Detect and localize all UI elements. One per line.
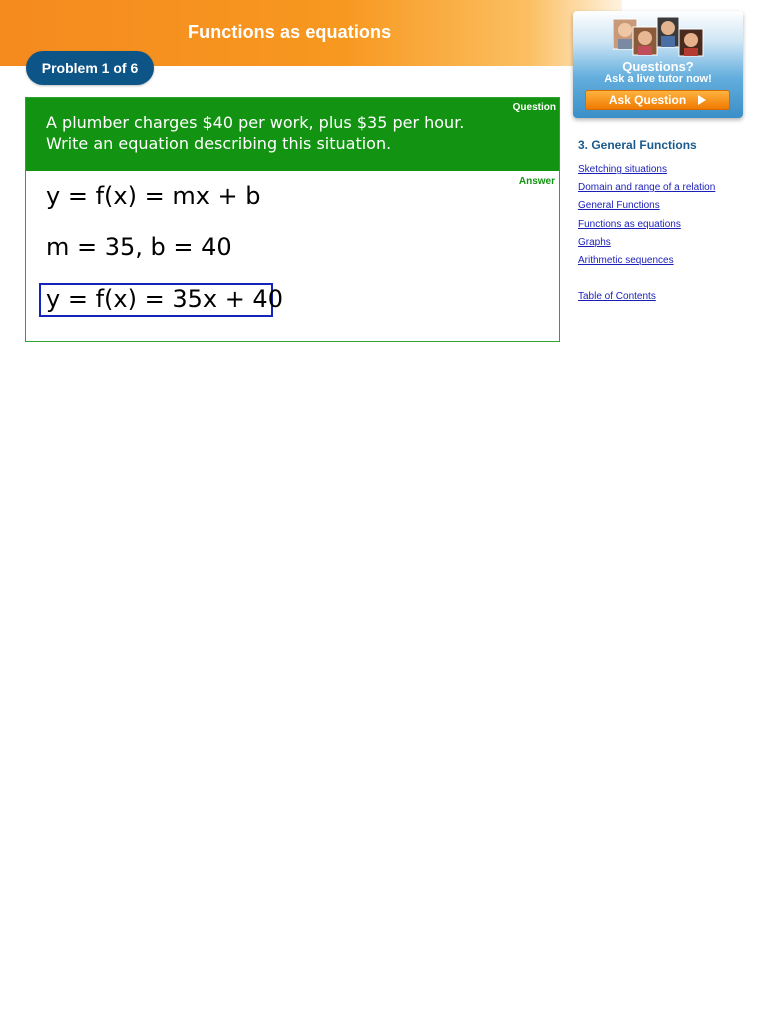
question-line: Write an equation describing this situation. — [46, 134, 392, 153]
answer-tag: Answer — [518, 176, 555, 187]
sidebar-link-list — [578, 163, 715, 272]
ask-question-button[interactable] — [585, 90, 730, 110]
ask-tutor-promo[interactable] — [573, 11, 743, 118]
question-tag: Question — [512, 102, 556, 113]
answer-line-parameters: m = 35, b = 40 — [46, 233, 232, 261]
question-line: A plumber charges $40 per work, plus $35 per hour. — [46, 113, 465, 132]
question-text — [46, 112, 464, 154]
promo-title: Questions? — [622, 59, 694, 74]
page-title: Functions as equations — [188, 22, 392, 42]
answer-line-general-form: y = f(x) = mx + b — [46, 182, 261, 210]
problem-counter-badge: Problem 1 of 6 — [26, 51, 154, 85]
sidebar-link-general-functions[interactable]: General Functions — [578, 200, 660, 212]
promo-subtitle: Ask a live tutor now! — [604, 73, 712, 85]
ask-question-label: Ask Question — [608, 93, 687, 107]
sidebar-link-graphs[interactable]: Graphs — [578, 236, 611, 248]
tutor-faces-icon — [613, 17, 705, 57]
play-arrow-icon — [698, 95, 706, 105]
sidebar-link-sketching-situations[interactable]: Sketching situations — [578, 164, 667, 175]
sidebar-link-domain-and-range[interactable]: Domain and range of a relation — [578, 182, 716, 194]
sidebar-link-functions-as-equations[interactable]: Functions as equations — [578, 218, 681, 230]
sidebar-heading: 3. General Functions — [578, 138, 697, 152]
question-panel — [26, 98, 559, 171]
table-of-contents-link[interactable]: Table of Contents — [578, 291, 656, 302]
problem-card — [25, 97, 560, 342]
answer-line-final: y = f(x) = 35x + 40 — [46, 285, 283, 313]
sidebar-link-arithmetic-sequences[interactable]: Arithmetic sequences — [578, 254, 674, 266]
